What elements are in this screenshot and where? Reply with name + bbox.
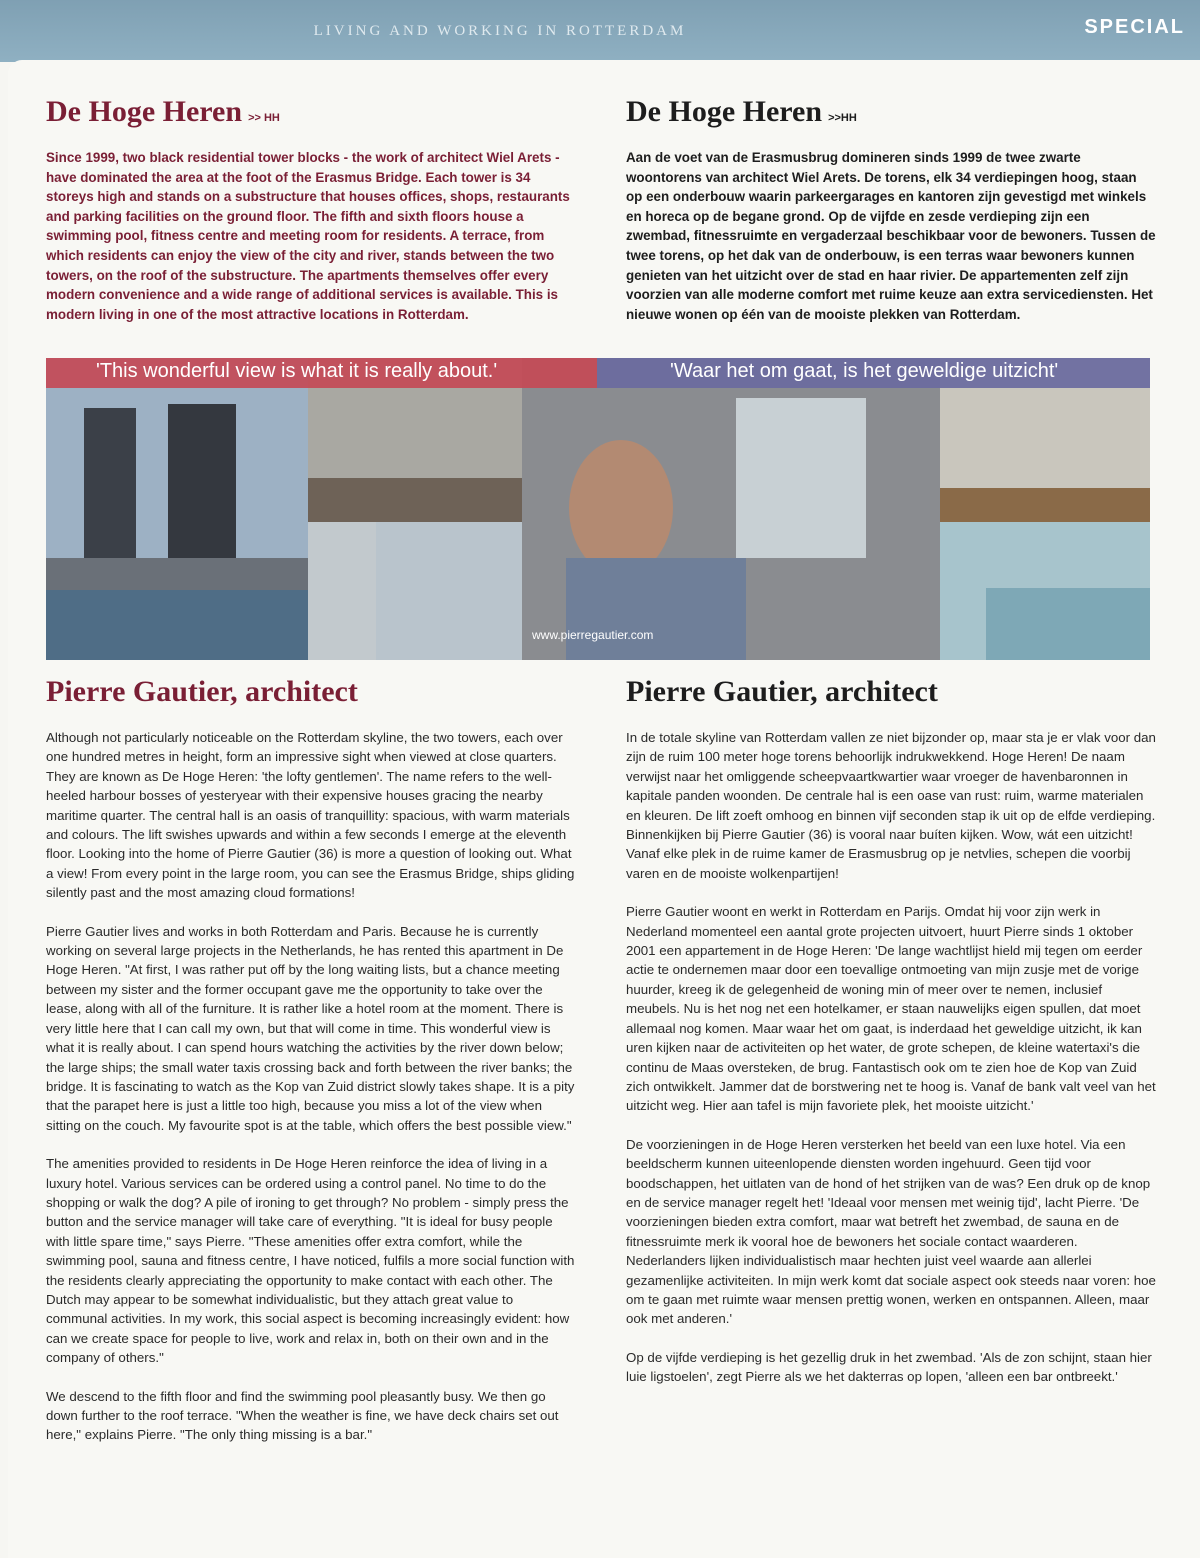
quote-left: 'This wonderful view is what it is really about.' <box>96 360 498 382</box>
left-article <box>46 674 576 1464</box>
left-title-suffix: >> HH <box>248 112 280 124</box>
left-paragraph: Although not particularly noticeable on the Rotterdam skyline, the two towers, each over one hundred metres in height, form an impressive sight when viewed at close quarters. They are known as De Hoge Heren: 'the lofty gentlemen'. The name refers to the well-heeled harbour bosses of yesteryear with their expensive houses gracing the nearby maritime quarter. The central hall is an oasis of tranquillity: spacious, with warm materials and colours. The lift swishes upwards and within a few seconds I emerge at the eleventh floor. Looking into the home of Pierre Gautier (36) is more a question of looking out. What a view! From every point in the large room, you can see the Erasmus Bridge, ships gliding silently past and the most amazing cloud formations! <box>46 730 575 901</box>
tower-left-photo <box>84 408 136 583</box>
right-title-text: De Hoge Heren <box>626 95 823 128</box>
left-intro-block <box>46 94 576 324</box>
header-band <box>0 0 1200 62</box>
tower-right-photo <box>168 404 236 584</box>
right-intro-block <box>626 94 1156 324</box>
bridge-view-photo <box>376 522 522 660</box>
right-intro: Aan de voet van de Erasmusbrug domineren sinds 1999 de twee zwarte woontorens van architect Wiel Arets. De torens, elk 34 verdiepingen hoog, staan op een onderbouw waarin parkeergarages en kantoren zijn gevestigd met winkels en horeca op de begane grond. Op de vijfde en zesde verdieping zijn een zwembad, fitnessruimte en vergaderzaal beschikbaar voor de bewoners. Tussen de twee torens, op het dak van de onderbouw, is een terras waar bewoners kunnen genieten van het uitzicht over de stad en haar rivier. De appartementen zelf zijn voorzien van alle moderne comfort met ruime keuze aan extra servicediensten. Het nieuwe wonen op één van de mooiste plekken van Rotterdam. <box>626 150 1156 322</box>
photo-strip <box>46 358 1150 660</box>
right-title <box>626 94 1156 136</box>
section-label-special: SPECIAL <box>1084 16 1185 38</box>
face-photo <box>569 440 673 576</box>
right-title-suffix: >>HH <box>828 112 857 124</box>
left-title-text: De Hoge Heren <box>46 95 243 128</box>
gym-floor <box>940 488 1150 522</box>
right-paragraph: In de totale skyline van Rotterdam vallen ze niet bijzonder op, maar sta je er vlak voor dan zijn de ruim 100 meter hoge torens behoorlijk indrukwekkend. Hoge Heren! De naam verwijst naar het omliggende scheepvaartkwartier waar vroeger de havenbaronnen in kapitale panden woonden. De centrale hal is een oase van rust: ruim, warme materialen en kleuren. De lift zoeft omhoog en binnen vijf seconden stap ik uit op de elfde verdieping. Binnenkijken bij Pierre Gautier (36) is vooral naar buíten kijken. Wow, wát een uitzicht! Vanaf elke plek in de ruime kamer de Erasmusbrug op je netvlies, schepen die voorbij varen en de mooiste wolkenpartijen! <box>626 730 1156 881</box>
river-photo <box>46 588 308 660</box>
right-paragraph: Pierre Gautier woont en werkt in Rotterdam en Parijs. Omdat hij voor zijn werk in Nederland momenteel een aantal grote projecten uitvoert, huurt Pierre sinds 1 oktober 2001 een appartement in de Hoge Heren: 'De lange wachtlijst hield mij tegen om eerder actie te ondernemen maar door een toevallige ontmoeting van mijn zusje met de vorige huurder, kreeg ik de gelegenheid de woning min of meer over te nemen, inclusief meubels. Nu is het nog net een hotelkamer, er staan nauwelijks eigen spullen, dat moet allemaal nog komen. Maar waar het om gaat, is inderdaad het geweldige uitzicht, ik kan uren kijken naar de activiteiten op het water, de grote schepen, de kleine watertaxi's die continu de Maas oversteken, de brug. Fantastisch ook om te zien hoe de Kop van Zuid zich ontwikkelt. Jammer dat de borstwering net te hoog is. Vanaf de bank valt veel van het uitzicht weg. Hier aan tafel is mijn favoriete plek, het mooiste uitzicht.' <box>626 904 1156 1114</box>
quote-right: 'Waar het om gaat, is het geweldige uitzicht' <box>670 360 1059 382</box>
right-paragraph: De voorzieningen in de Hoge Heren versterken het beeld van een luxe hotel. Via een beeldscherm kunnen uiteenlopende diensten worden ingehuurd. Geen tijd voor boodschappen, het uitlaten van de hond of het strijken van de was? Een druk op de knop en de service manager regelt het! 'Ideaal voor mensen met weinig tijd', lacht Pierre. 'De voorzieningen bieden extra comfort, maar wat betreft het zwembad, de sauna en de fitnessruimte merk ik vooral hoe de bewoners het sociale contact waarderen. Nederlanders lijken individualistisch maar hechten juist veel waarde aan allerlei gezamenlijke activiteiten. In mijn werk komt dat sociale aspect ook steeds naar voren: hoe om te gaan met ruimte waar mensen prettig wonen, werken en ontspannen. Alleen, maar ook met anderen.' <box>626 1136 1156 1327</box>
window-photo <box>308 522 376 660</box>
left-title <box>46 94 576 136</box>
right-paragraph: Op de vijfde verdieping is het gezellig druk in het zwembad. 'Als de zon schijnt, staan hier luie ligstoelen', zegt Pierre als we het dakterras op lopen, 'alleen een bar ontbreekt.' <box>626 1349 1152 1385</box>
section-header-title: LIVING AND WORKING IN ROTTERDAM <box>313 23 687 39</box>
right-article <box>626 674 1156 1406</box>
photo-collage <box>46 358 1150 660</box>
left-intro: Since 1999, two black residential tower blocks - the work of architect Wiel Arets - have dominated the area at the foot of the Erasmus Bridge. Each tower is 34 storeys high and stands on a substructure that houses offices, shops, restaurants and parking facilities on the ground floor. The fifth and sixth floors house a swimming pool, fitness centre and meeting room for residents. A terrace, from which residents can enjoy the view of the city and river, stands between the two towers, on the roof of the substructure. The apartments themselves offer every modern convenience and a wide range of additional services is available. This is modern living in one of the most attractive locations in Rotterdam. <box>46 150 570 322</box>
pool-water <box>986 588 1150 660</box>
interior-floor <box>308 478 522 522</box>
left-paragraph: The amenities provided to residents in De Hoge Heren reinforce the idea of living in a luxury hotel. Various services can be ordered using a control panel. No time to do the shopping or walk the dog? A pile of ironing to get through? No problem - simply press the button and the service manager will take care of everything. "It is ideal for busy people with little spare time," says Pierre. "These amenities offer extra comfort, while the swimming pool, sauna and fitness centre, I have noticed, fulfils a more social function with the residents clearly appreciating the opportunity to make contact with each other. The Dutch may appear to be somewhat individualistic, but they attach great value to communal activities. In my work, this social aspect is becoming increasingly evident: how can we create space for people to live, work and relax in, both on their own and in the company of others." <box>46 1156 575 1366</box>
right-subtitle: Pierre Gautier, architect <box>626 675 938 708</box>
window-bridge-photo <box>736 398 866 558</box>
waterfront-photo <box>46 558 308 590</box>
left-paragraph: We descend to the fifth floor and find the swimming pool pleasantly busy. We then go down further to the roof terrace. "When the weather is fine, we have deck chairs set out here," explains Pierre. "The only thing missing is a bar." <box>46 1388 559 1443</box>
photo-credit: www.pierregautier.com <box>532 628 654 642</box>
left-paragraph: Pierre Gautier lives and works in both Rotterdam and Paris. Because he is currently working on several large projects in the Netherlands, he has rented this apartment in De Hoge Heren. "At first, I was rather put off by the long waiting lists, but a chance meeting between my sister and the former occupant gave me the opportunity to take over the lease, along with all of the furniture. It is rather like a hotel room at the moment. There is very little here that I can call my own, but that will come in time. This wonderful view is what it is really about. I can spend hours watching the activities by the river down below; the large ships; the small water taxis crossing back and forth between the river banks; the bridge. It is fascinating to watch as the Kop van Zuid district slowly takes shape. It is a pity that the parapet here is just a little too high, because you miss a lot of the view when sitting on the couch. My favourite spot is at the table, which offers the best possible view." <box>46 923 575 1133</box>
left-subtitle: Pierre Gautier, architect <box>46 675 358 708</box>
shirt-photo <box>566 558 746 660</box>
